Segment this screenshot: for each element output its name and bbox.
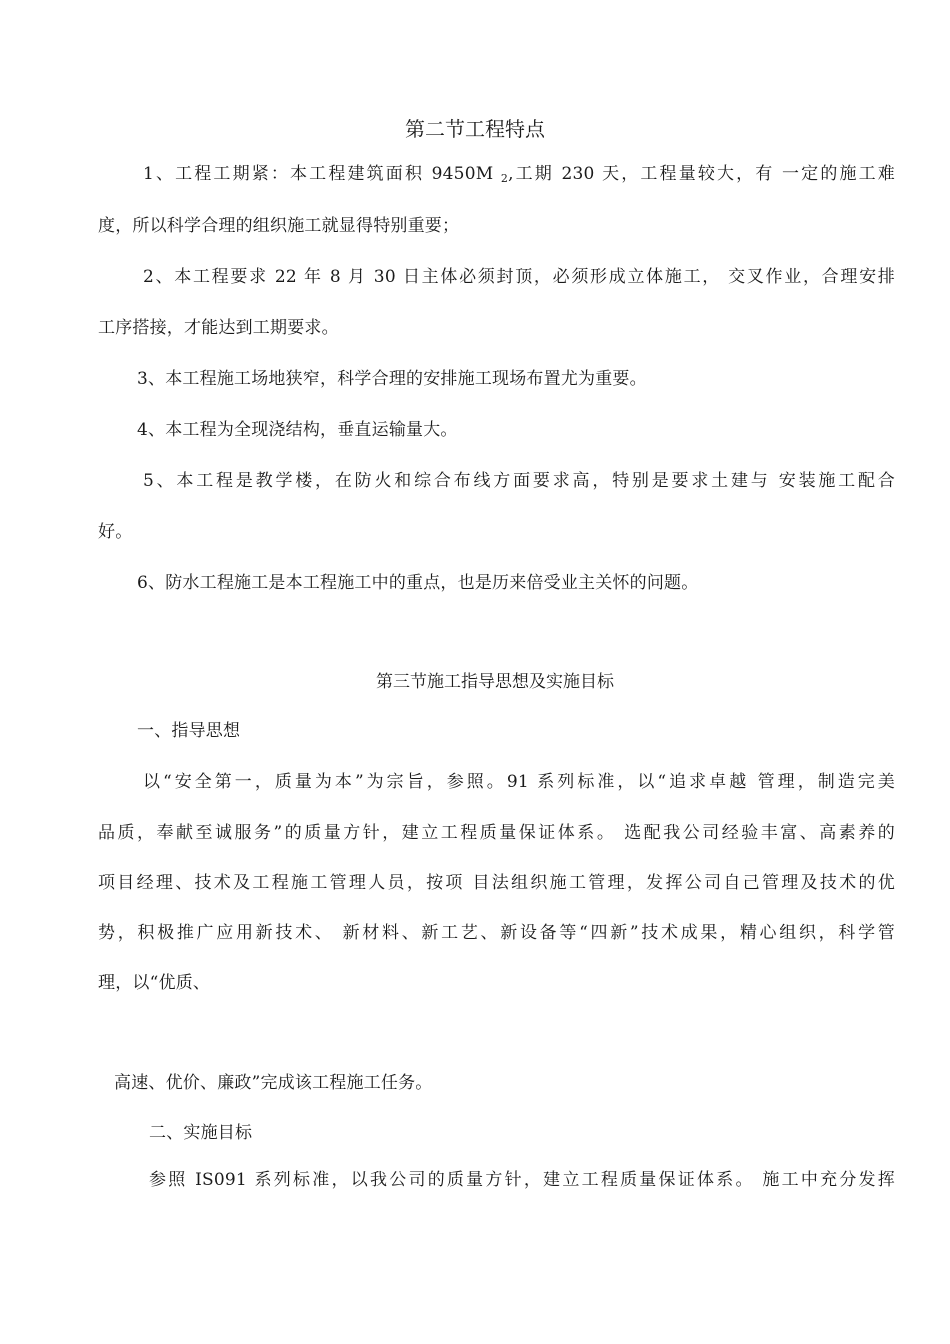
section-title-guiding-ideology: 第三节施工指导思想及实施目标 [376,672,614,692]
feature-item-1-line-1 [143,162,895,191]
feature-item-5-line-1: 5、本工程是教学楼，在防火和综合布线方面要求高，特别是要求土建与 安装施工配合 [143,471,895,491]
section-title-engineering-features: 第二节工程特点 [405,117,545,141]
feature-item-3: 3、本工程施工场地狭窄，科学合理的安排施工现场布置尤为重要。 [137,369,647,389]
feature-item-2-line-2: 工序搭接，才能达到工期要求。 [98,318,339,338]
guide-paragraph-line-2: 品质，奉献至诚服务”的质量方针，建立工程质量保证体系。 选配我公司经验丰富、高素养的 [98,823,895,843]
feature-item-1-subscript: 2 [500,172,509,185]
feature-item-1-line-2: 度，所以科学合理的组织施工就显得特别重要； [98,216,460,236]
guide-paragraph-line-5: 理，以“优质、 [98,973,211,993]
feature-item-6: 6、防水工程施工是本工程施工中的重点，也是历来倍受业主关怀的问题。 [137,573,699,593]
target-paragraph-line-1: 参照 IS091 系列标准，以我公司的质量方针，建立工程质量保证体系。 施工中充分发挥 [149,1170,895,1190]
feature-item-1-text-b: ,工期 230 天，工程量较大，有 一定的施工难 [508,164,895,184]
guide-paragraph-line-1: 以“安全第一，质量为本”为宗旨，参照。91 系列标准，以“追求卓越 管理，制造完美 [143,772,895,792]
guide-paragraph-line-3: 项目经理、技术及工程施工管理人员，按项 目法组织施工管理，发挥公司自己管理及技术的优 [98,873,895,893]
feature-item-4: 4、本工程为全现浇结构，垂直运输量大。 [137,420,458,440]
guide-paragraph-line-4: 势，积极推广应用新技术、 新材料、新工艺、新设备等“四新”技术成果，精心组织，科学管 [98,923,895,943]
feature-item-1-text-a: 1、工程工期紧：本工程建筑面积 9450M [143,164,501,184]
guide-paragraph-line-6: 高速、优价、廉政”完成该工程施工任务。 [114,1073,433,1093]
target-heading: 二、实施目标 [149,1123,253,1143]
feature-item-5-line-2: 好。 [98,522,133,542]
guide-heading: 一、指导思想 [137,721,241,741]
feature-item-2-line-1: 2、本工程要求 22 年 8 月 30 日主体必须封顶，必须形成立体施工， 交叉作业，合理安排 [143,267,895,287]
